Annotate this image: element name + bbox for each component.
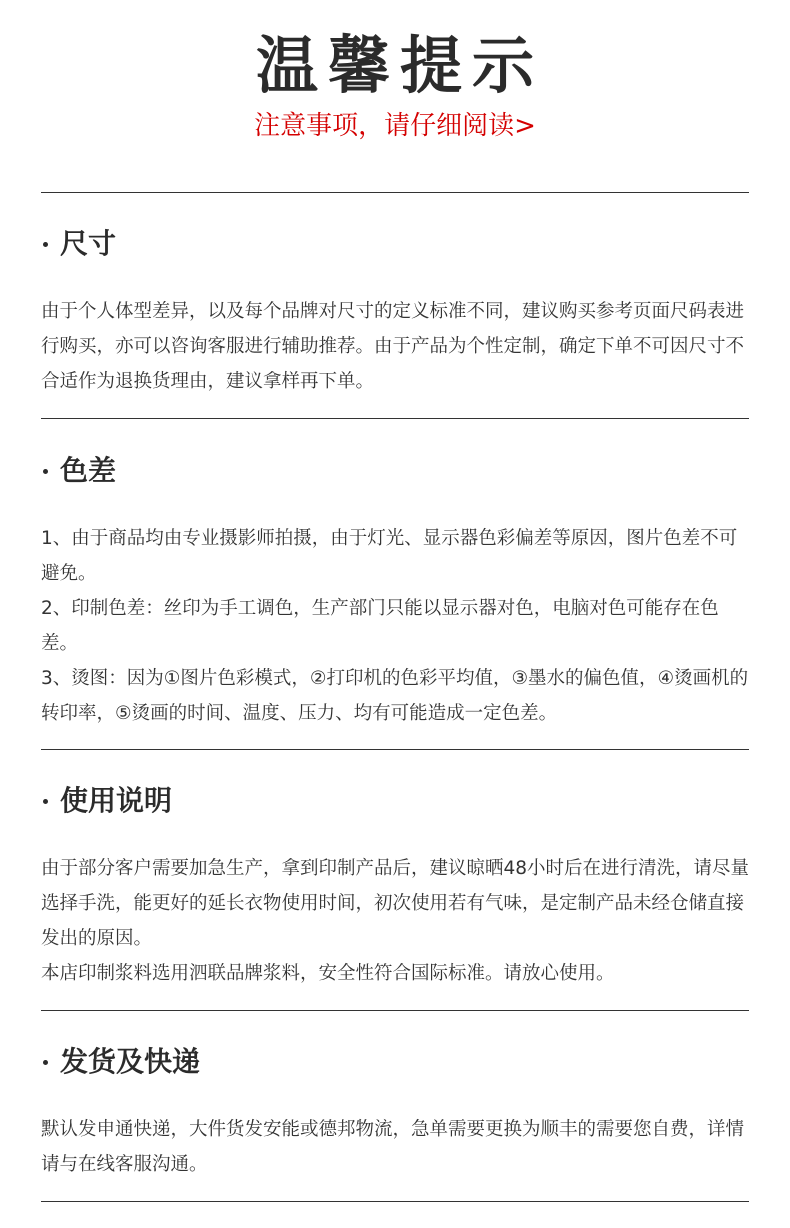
section-title: 色差 <box>60 454 117 487</box>
paragraph: 本店印制浆料选用泗联品牌浆料，安全性符合国际标准。请放心使用。 <box>41 963 615 984</box>
divider <box>41 418 749 419</box>
section-usage-instructions <box>41 781 753 991</box>
page-header <box>0 30 790 144</box>
section-shipping <box>41 1042 753 1182</box>
section-heading <box>41 1042 753 1082</box>
divider <box>41 192 749 193</box>
bullet-icon <box>43 1060 48 1065</box>
paragraph: 由于部分客户需要加急生产，拿到印制产品后，建议晾晒48小时后在进行清洗，请尽量选择手洗，能更好的延长衣物使用时间，初次使用若有气味，是定制产品未经仓储直接发出的原因。 <box>41 858 750 949</box>
page-subtitle: 注意事项，请仔细阅读> <box>254 111 536 141</box>
section-title: 发货及快递 <box>60 1045 201 1078</box>
section-body <box>41 851 753 991</box>
section-heading <box>41 451 753 491</box>
section-title: 使用说明 <box>60 784 173 817</box>
section-size <box>41 224 753 399</box>
paragraph: 由于个人体型差异，以及每个品牌对尺寸的定义标准不同，建议购买参考页面尺码表进行购买，亦可以咨询客服进行辅助推荐。由于产品为个性定制，确定下单不可因尺寸不合适作为退换货理由，建议拿样再下单。 <box>41 301 745 392</box>
section-color-difference <box>41 451 753 731</box>
bullet-icon <box>43 469 48 474</box>
paragraph: 2、印制色差：丝印为手工调色，生产部门只能以显示器对色，电脑对色可能存在色差。 <box>41 598 719 654</box>
section-body <box>41 521 753 731</box>
divider <box>41 1010 749 1011</box>
paragraph: 3、烫图：因为①图片色彩模式，②打印机的色彩平均值，③墨水的偏色值，④烫画机的转印率，⑤烫画的时间、温度、压力、均有可能造成一定色差。 <box>41 668 749 724</box>
divider <box>41 749 749 750</box>
section-body <box>41 1112 753 1182</box>
bullet-icon <box>43 242 48 247</box>
section-body <box>41 294 753 399</box>
divider <box>41 1201 749 1202</box>
bullet-icon <box>43 799 48 804</box>
paragraph: 1、由于商品均由专业摄影师拍摄，由于灯光、显示器色彩偏差等原因，图片色差不可避免。 <box>41 528 738 584</box>
page-title: 温馨提示 <box>255 29 544 102</box>
section-heading <box>41 781 753 821</box>
section-heading <box>41 224 753 264</box>
paragraph: 默认发申通快递，大件货发安能或德邦物流，急单需要更换为顺丰的需要您自费，详情请与在线客服沟通。 <box>41 1119 745 1175</box>
section-title: 尺寸 <box>60 227 117 260</box>
